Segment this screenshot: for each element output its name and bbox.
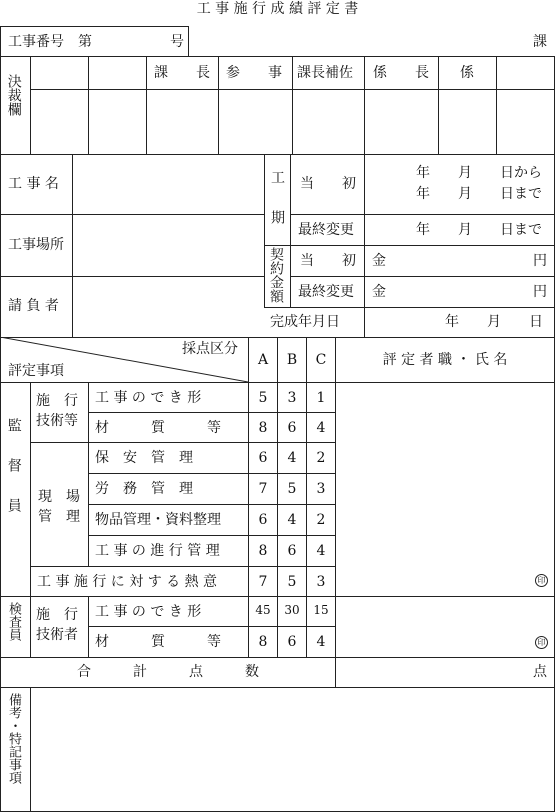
- grading-item-label: 保 安 管 理: [95, 450, 193, 466]
- work-number-label: 工事番号 第: [8, 34, 92, 50]
- grading-item-label: 労 務 管 理: [95, 481, 193, 497]
- completion-value: 年 月 日: [445, 314, 543, 330]
- completion-label: 完成年月日: [270, 314, 340, 330]
- grading-item-label: 工 事 施 行 に 対 す る 熱 意: [37, 574, 218, 590]
- score-b: 5: [287, 574, 297, 590]
- score-a: 8: [258, 634, 268, 650]
- amount-initial-label: 当 初: [300, 253, 356, 269]
- tech-label-supervisor: 施 行 技術等: [36, 393, 78, 429]
- score-a: 6: [258, 450, 268, 466]
- score-c: 1: [316, 390, 326, 406]
- score-a: 7: [258, 574, 268, 590]
- period-final-label: 最終変更: [298, 222, 354, 238]
- amount-initial-prefix: 金: [372, 253, 386, 269]
- contractor-label: 請 負 者: [8, 298, 59, 314]
- period-initial-end: 年 月 日まで: [416, 186, 542, 202]
- approval-label: 決裁欄: [5, 74, 22, 116]
- tech-label-inspector: 施 行 技術者: [36, 607, 78, 643]
- work-name-label: 工 事 名: [8, 176, 59, 192]
- form-title: 工 事 施 行 成 績 評 定 書: [196, 1, 359, 17]
- amount-initial-suffix: 円: [533, 253, 547, 269]
- approval-role-counselor: 参 事: [226, 65, 282, 81]
- score-b: 6: [287, 543, 297, 559]
- period-initial-label: 当 初: [300, 176, 356, 192]
- score-a: 5: [258, 390, 268, 406]
- evaluator-label: 評 定 者 職 ・ 氏 名: [382, 352, 508, 368]
- grading-item-label: 物品管理・資料整理: [95, 512, 221, 528]
- amount-label: 契約金額: [268, 247, 284, 303]
- grading-item-label: 工 事 の で き 形: [95, 390, 202, 406]
- score-b: 4: [287, 450, 297, 466]
- score-b: 6: [287, 634, 297, 650]
- score-a: 6: [258, 512, 268, 528]
- score-c: 2: [316, 512, 326, 528]
- approval-role-subsection-chief: 係 長: [373, 65, 429, 81]
- total-label: 合 計 点 数: [77, 664, 259, 680]
- approval-role-staff: 係: [460, 65, 474, 81]
- grading-item-label: 材 質 等: [95, 634, 221, 650]
- inspector-label: 検査員: [6, 602, 21, 641]
- score-c: 3: [316, 574, 326, 590]
- total-unit: 点: [533, 664, 547, 680]
- score-a: 7: [258, 481, 268, 497]
- amount-final-suffix: 円: [533, 284, 547, 300]
- score-c: 2: [316, 450, 326, 466]
- amount-final-label: 最終変更: [298, 284, 354, 300]
- remarks-label: 備考・特記事項: [6, 693, 21, 784]
- dept-label: 課: [533, 34, 547, 50]
- approval-role-deputy-chief: 課長補佐: [297, 65, 353, 81]
- score-c: 4: [316, 634, 326, 650]
- score-c: 4: [316, 543, 326, 559]
- score-b: 5: [287, 481, 297, 497]
- score-b: 3: [287, 390, 297, 406]
- period-final-value: 年 月 日まで: [416, 222, 542, 238]
- supervisor-seal-icon: 印: [535, 574, 548, 587]
- score-b: 30: [284, 603, 300, 617]
- work-place-label: 工事場所: [8, 237, 64, 253]
- work-number-suffix: 号: [170, 34, 184, 50]
- score-c: 3: [316, 481, 326, 497]
- col-c: C: [315, 352, 327, 368]
- site-management-label: 現 場 管 理: [38, 489, 80, 525]
- score-c: 15: [313, 603, 329, 617]
- amount-final-prefix: 金: [372, 284, 386, 300]
- score-a: 8: [258, 543, 268, 559]
- period-initial-start: 年 月 日から: [416, 165, 542, 181]
- score-c: 4: [316, 420, 326, 436]
- grading-item-label: 工 事 の 進 行 管 理: [95, 543, 220, 559]
- score-a: 8: [258, 420, 268, 436]
- inspector-seal-icon: 印: [535, 636, 548, 649]
- col-b: B: [286, 352, 298, 368]
- score-b: 6: [287, 420, 297, 436]
- item-label: 評定事項: [8, 363, 64, 379]
- grading-item-label: 材 質 等: [95, 420, 221, 436]
- col-a: A: [257, 352, 269, 368]
- score-a: 45: [255, 603, 271, 617]
- approval-role-section-chief: 課 長: [154, 65, 210, 81]
- period-label: 工期: [269, 170, 285, 250]
- grading-item-label: 工 事 の で き 形: [95, 604, 202, 620]
- score-b: 4: [287, 512, 297, 528]
- supervisor-label: 監督員: [5, 418, 22, 538]
- category-label: 採点区分: [182, 341, 238, 357]
